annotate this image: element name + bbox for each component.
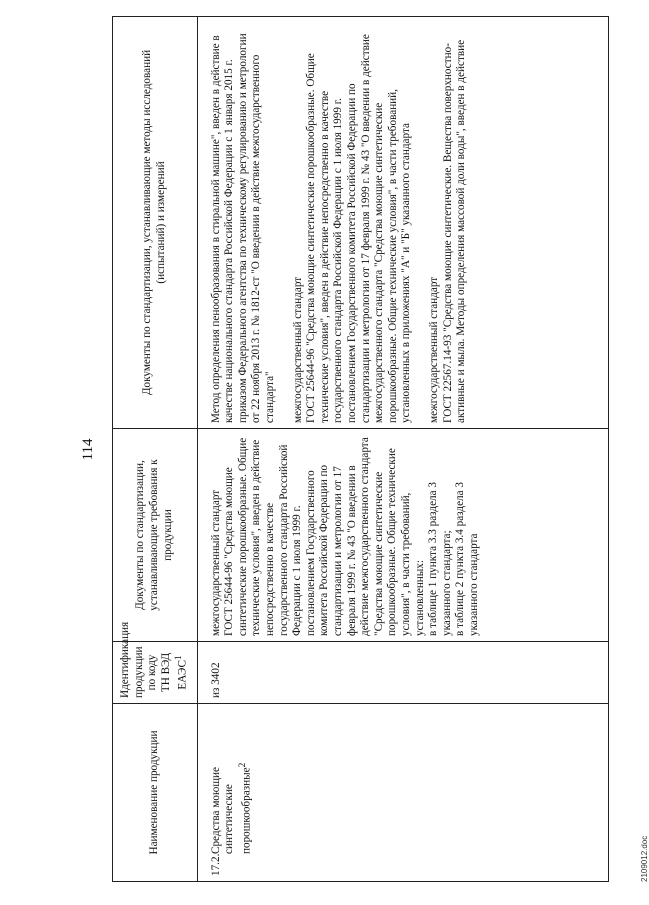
standards-table <box>112 16 609 882</box>
item-code: из 3402 <box>209 662 222 698</box>
page-number: 114 <box>80 438 96 461</box>
header-code-text: Идентификация продукции по коду ТН ВЭД ЕАЭС <box>119 621 190 698</box>
cell-requirements <box>197 429 608 642</box>
methods-paragraph: межгосударственный стандарт ГОСТ 22567.14-93 "Средства моющие синтетические. Вещества поверхностно-активные и мыла. Методы определения массовой доли воды", введен в действие <box>428 39 468 423</box>
methods-paragraph: межгосударственный стандарт ГОСТ 25644-96 "Средства моющие синтетические порошкообразные. Общие технические условия", введен в действие непосредственно в качестве государственного стандарта Российской Федерации с 1 июля 1999 г. постановлением Государственного комитета Российской Федерации по стандартизации и метрологии от 17 февраля 1999 г. № 43 "О введении в действие межгосударственного стандарта "Средства моющие синтетические порошкообразные. Общие технические условия", в части требований, установленных в приложениях "А" и "Б" указанного стандарта <box>291 34 413 423</box>
cell-product-name <box>197 704 608 882</box>
header-code-footnote: 1 <box>174 655 185 661</box>
requirements-text: межгосударственный стандарт ГОСТ 25644-96 "Средства моющие синтетические порошкообразные. Общие технические условия", введен в действие непосредственно в качестве государственного стандарта Российской Федерации с 1 июля 1999 г. постановлением Государственного комитета Российской Федерации по стандартизации и метрологии от 17 февраля 1999 г. № 43 "О введении в действие межгосударственного стандарта "Средства моющие синтетические порошкообразные. Общие технические условия", в части требований, установленных: в таблице 1 пункта 3.3 раздела 3 указанного стандарта; в таблице 2 пункта 3.4 раздела 3 указанного стандарта <box>209 437 480 636</box>
item-name: Средства моющие синтетические порошкообразные <box>209 767 253 854</box>
footer-filename: 2109012.doc <box>640 835 649 882</box>
header-methods <box>113 17 198 429</box>
header-requirements-text: Документы по стандартизации, устанавливающие требования к продукции <box>134 459 174 611</box>
cell-methods <box>197 17 608 429</box>
table-row <box>197 17 608 882</box>
methods-paragraph: Метод определения пенообразования в стиральной машине", введен в действие в качестве национального стандарта Российской Федерации с 1 января 2015 г. приказом Федерального агентства по техническому регулированию и метрологии от 22 ноября 2013 г. № 1812-ст "О введении в действие межгосударственного стандарта" <box>209 33 277 423</box>
item-name-footnote: 2 <box>237 762 248 768</box>
table-header-row <box>113 17 198 882</box>
rotated-page-content <box>78 17 649 882</box>
item-number: 17.2. <box>209 853 222 876</box>
header-code <box>113 621 198 704</box>
cell-code <box>197 642 608 704</box>
header-product-name-text: Наименование продукции <box>148 730 161 855</box>
header-product-name <box>113 704 198 882</box>
header-methods-text: Документы по стандартизации, устанавливающие методы исследований (испытаний) и измерений <box>141 49 167 396</box>
header-requirements <box>113 429 198 642</box>
